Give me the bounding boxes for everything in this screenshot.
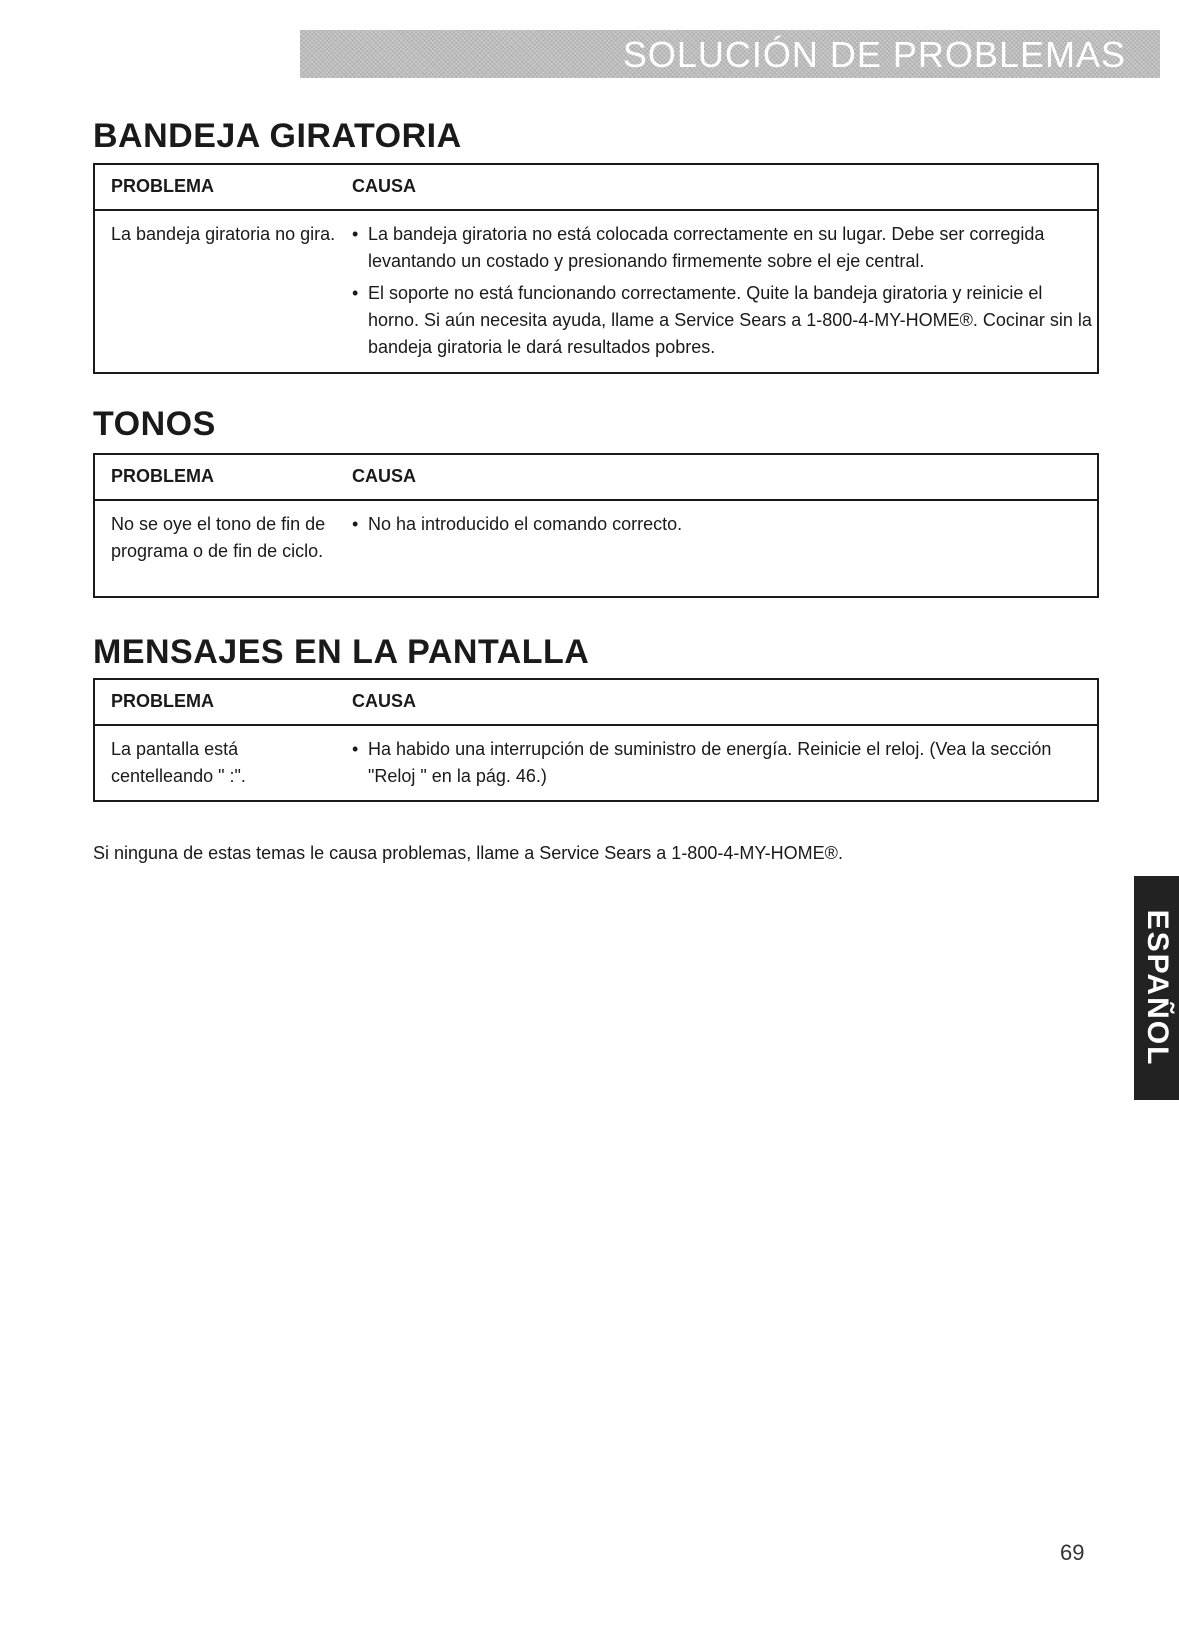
footer-note: Si ninguna de estas temas le causa problemas, llame a Service Sears a 1-800-4-MY-HOME®.: [93, 843, 843, 863]
problem-text: No se oye el tono de fin de programa o de fin de ciclo.: [111, 514, 326, 561]
troubleshooting-table-mensajes: [93, 678, 1099, 802]
bullet-glyph: •: [352, 283, 359, 303]
troubleshooting-table-bandeja: [93, 163, 1099, 374]
cause-text: Ha habido una interrupción de suministro de energía. Reinicie el reloj. (Vea la sección "Reloj " en la pág. 46.): [368, 739, 1052, 786]
troubleshooting-table-tonos: [93, 453, 1099, 598]
cause-list: [352, 221, 1094, 366]
page-number: 69: [1060, 1540, 1085, 1565]
bullet-glyph: •: [352, 739, 359, 759]
cause-item: [352, 736, 1094, 790]
cause-list: [352, 511, 1094, 543]
banner-title: SOLUCIÓN DE PROBLEMAS: [622, 34, 1126, 75]
table-header: [95, 680, 1097, 726]
language-tab-label: ESPAÑOL: [1140, 909, 1174, 1067]
cause-text: No ha introducido el comando correcto.: [368, 514, 683, 534]
cause-item: [352, 221, 1094, 275]
section-title-tonos: TONOS: [93, 405, 216, 443]
column-header-cause: CAUSA: [352, 691, 417, 711]
bullet-glyph: •: [352, 224, 359, 244]
column-header-cause: CAUSA: [352, 176, 417, 196]
section-banner: [300, 30, 1160, 78]
problem-text: La pantalla está centelleando " :".: [111, 739, 246, 786]
section-title-mensajes: MENSAJES EN LA PANTALLA: [93, 633, 590, 671]
column-header-problem: PROBLEMA: [111, 176, 214, 196]
cause-text: La bandeja giratoria no está colocada correctamente en su lugar. Debe ser corregida levantando un costado y presionando firmemente sobre el eje central.: [368, 224, 1045, 271]
cause-text: El soporte no está funcionando correctamente. Quite la bandeja giratoria y reinicie el horno. Si aún necesita ayuda, llame a Service Sears a 1-800-4-MY-HOME®. Cocinar sin la bandeja giratoria le dará resultados pobres.: [368, 283, 1092, 357]
cause-list: [352, 736, 1094, 795]
section-title-bandeja: BANDEJA GIRATORIA: [93, 117, 462, 155]
cause-item: [352, 280, 1094, 361]
bullet-glyph: •: [352, 514, 359, 534]
problem-text: La bandeja giratoria no gira.: [111, 224, 336, 244]
cause-item: [352, 511, 1094, 538]
column-header-problem: PROBLEMA: [111, 466, 214, 486]
table-header: [95, 165, 1097, 211]
column-header-problem: PROBLEMA: [111, 691, 214, 711]
column-header-cause: CAUSA: [352, 466, 417, 486]
table-header: [95, 455, 1097, 501]
language-tab: [1134, 876, 1179, 1100]
